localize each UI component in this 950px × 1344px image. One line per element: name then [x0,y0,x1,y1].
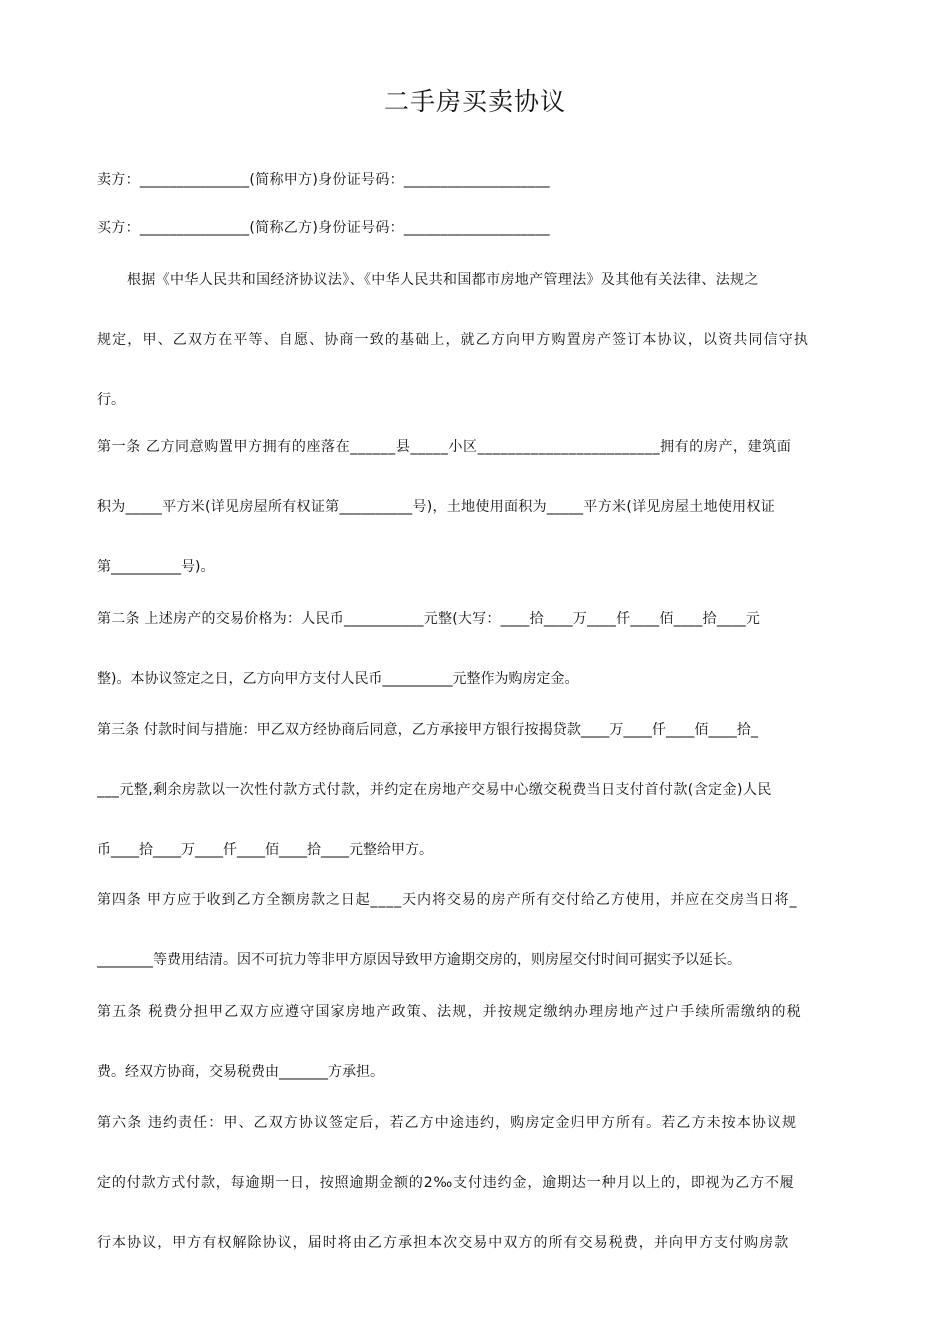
article-6-line-3: 行本协议，甲方有权解除协议，届时将由乙方承担本次交易中双方的所有交易税费，并向甲方支付购房款 [97,1235,790,1251]
article-3-line-1: 第三条 付款时间与措施：甲乙双方经协商后同意，乙方承接甲方银行按揭贷款____万____仟____佰____拾_ [97,722,759,738]
article-2-line-1: 第二条 上述房产的交易价格为：人民币___________元整(大写：____拾____万____仟____佰____拾____元 [97,611,761,627]
buyer-line: 买方：_______________(简称乙方)身份证号码：____________________ [97,220,550,236]
article-4-line-1: 第四条 甲方应于收到乙方全额房款之日起____天内将交易的房产所有交付给乙方使用，并应在交房当日将_ [97,892,798,908]
preamble-line-3: 行。 [97,392,125,408]
seller-line: 卖方：_______________(简称甲方)身份证号码：____________________ [97,172,550,188]
preamble-line-2: 规定，甲、乙双方在平等、自愿、协商一致的基础上，就乙方向甲方购置房产签订本协议，以资共同信守执 [97,332,810,348]
article-1-line-2: 积为_____平方米(详见房屋所有权证第__________号)，土地使用面积为_____平方米(详见房屋土地使用权证 [97,499,776,515]
article-1-line-1: 第一条 乙方同意购置甲方拥有的座落在______县_____小区________________________拥有的房产，建筑面 [97,439,792,455]
article-5-line-1: 第五条 税费分担甲乙双方应遵守国家房地产政策、法规，并按规定缴纳办理房地产过户手续所需缴纳的税 [97,1004,802,1020]
article-2-line-2: 整)。本协议签定之日，乙方向甲方支付人民币__________元整作为购房定金。 [97,671,579,687]
document-title: 二手房买卖协议 [383,87,566,116]
article-3-line-3: 币____拾____万____仟____佰____拾____元整给甲方。 [97,842,433,858]
article-5-line-2: 费。经双方协商，交易税费由_______方承担。 [97,1064,384,1080]
article-3-line-2: ___元整,剩余房款以一次性付款方式付款，并约定在房地产交易中心缴交税费当日支付首付款(含定金)人民 [97,782,772,798]
article-6-line-1: 第六条 违约责任：甲、乙双方协议签定后，若乙方中途违约，购房定金归甲方所有。若乙方未按本协议规 [97,1115,798,1131]
article-4-line-2: ________等费用结清。因不可抗力等非甲方原因导致甲方逾期交房的，则房屋交付时间可据实予以延长。 [97,952,741,968]
preamble-line-1: 根据《中华人民共和国经济协议法》、《中华人民共和国都市房地产管理法》及其他有关法律、法规之 [127,272,759,288]
article-1-line-3: 第__________号)。 [97,559,215,575]
article-6-line-2: 定的付款方式付款，每逾期一日，按照逾期金额的2‰支付违约金，逾期达一种月以上的，即视为乙方不履 [97,1175,795,1191]
